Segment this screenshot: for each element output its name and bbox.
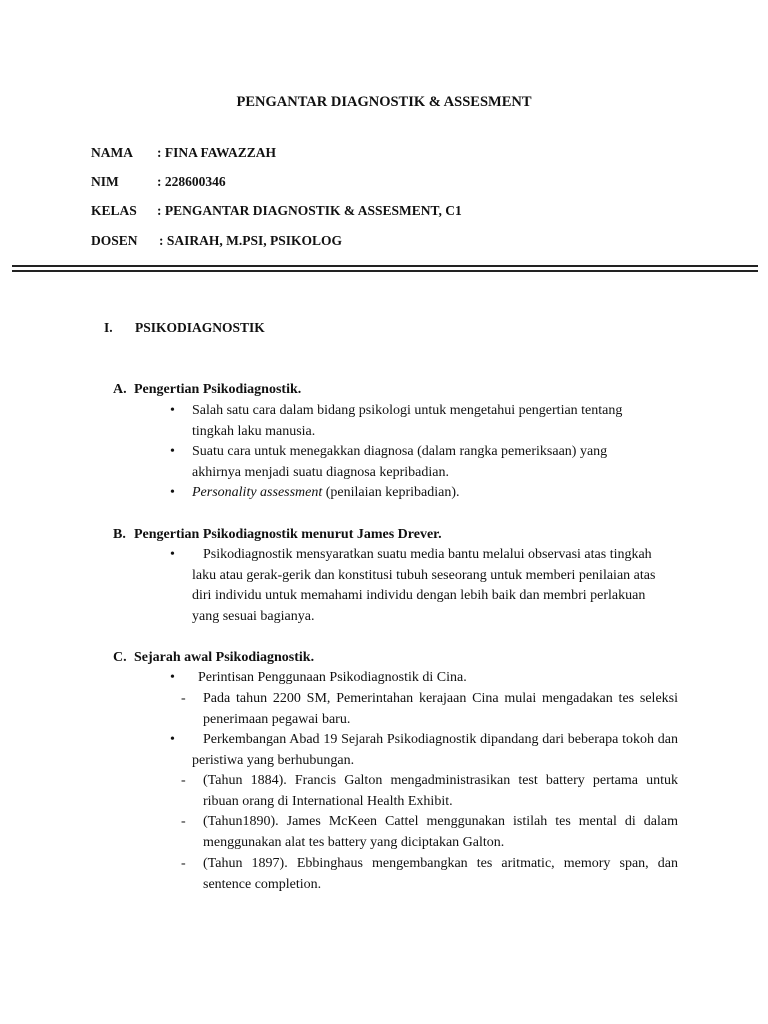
- part-a-item-2: Suatu cara untuk menegakkan diagnosa (dalam rangka pemeriksaan) yang akhirnya menjadi suatu diagnosa kepribadian.: [192, 444, 608, 480]
- meta-nim-value: : 228600346: [157, 174, 226, 189]
- part-b-heading: [113, 525, 442, 546]
- part-a-title: Pengertian Psikodiagnostik.: [134, 382, 302, 397]
- part-b-letter: B.: [113, 527, 126, 542]
- part-a-item-3-text: (penilaian kepribadian).: [325, 485, 460, 500]
- meta-nim-label: NIM: [91, 174, 119, 189]
- part-c-dash-3: (Tahun1890). James McKeen Cattel menggunakan istilah tes mental di dalam menggunakan alat tes battery yang diciptakan Galton.: [203, 814, 678, 850]
- part-c-dash-2: (Tahun 1884). Francis Galton mengadministrasikan test battery pertama untuk ribuan orang di International Health Exhibit.: [203, 773, 678, 809]
- part-a-letter: A.: [113, 382, 127, 397]
- meta-dosen-label: DOSEN: [91, 233, 138, 248]
- personality-assessment-term: Personality assessment: [192, 485, 323, 500]
- meta-dosen: [91, 231, 342, 252]
- meta-dosen-value: : SAIRAH, M.PSI, PSIKOLOG: [159, 233, 343, 248]
- part-c-title: Sejarah awal Psikodiagnostik.: [134, 650, 315, 665]
- bullet-icon: •: [170, 547, 175, 562]
- header-rule-top: [12, 265, 758, 267]
- part-c-dash-1: Pada tahun 2200 SM, Pemerintahan kerajaan Cina mulai mengadakan tes seleksi penerimaan pegawai baru.: [203, 691, 678, 727]
- document-title: PENGANTAR DIAGNOSTIK & ASSESMENT: [236, 94, 532, 110]
- bullet-icon: •: [170, 485, 175, 500]
- bullet-icon: •: [170, 670, 175, 685]
- part-c-heading: [113, 648, 314, 669]
- dash-icon: -: [181, 814, 186, 829]
- part-c-bullet-2: Perkembangan Abad 19 Sejarah Psikodiagnostik dipandang dari beberapa tokoh dan peristiwa yang berhubungan.: [192, 732, 678, 768]
- meta-nama: [91, 143, 276, 164]
- dash-icon: -: [181, 856, 186, 871]
- part-c-letter: C.: [113, 650, 127, 665]
- part-a-item-3: [192, 483, 662, 504]
- meta-nama-value: : FINA FAWAZZAH: [157, 145, 277, 160]
- part-a-item-1: Salah satu cara dalam bidang psikologi untuk mengetahui pengertian tentang tingkah laku manusia.: [192, 403, 623, 439]
- section-number: I.: [104, 320, 113, 335]
- meta-nim: [91, 172, 226, 193]
- bullet-icon: •: [170, 403, 175, 418]
- section-title: PSIKODIAGNOSTIK: [135, 320, 265, 335]
- part-b-title: Pengertian Psikodiagnostik menurut James Drever.: [134, 527, 442, 542]
- section-heading: [104, 318, 265, 339]
- part-a-heading: [113, 380, 301, 401]
- part-b-text: Psikodiagnostik mensyaratkan suatu media bantu melalui observasi atas tingkah laku atau gerak-gerik dan konstitusi tubuh seseorang untuk memberi penilaian atas diri individu untuk memahami individu dengan lebih baik dan membri perlakuan yang sesuai bagianya.: [192, 547, 656, 624]
- meta-kelas-label: KELAS: [91, 203, 137, 218]
- bullet-icon: •: [170, 732, 175, 747]
- dash-icon: -: [181, 691, 186, 706]
- part-c-dash-4: (Tahun 1897). Ebbinghaus mengembangkan tes aritmatic, memory span, dan sentence completion.: [203, 856, 678, 892]
- dash-icon: -: [181, 773, 186, 788]
- bullet-icon: •: [170, 444, 175, 459]
- meta-nama-label: NAMA: [91, 145, 133, 160]
- meta-kelas: [91, 201, 462, 222]
- header-rule-bottom: [12, 270, 758, 272]
- part-c-bullet-1: Perintisan Penggunaan Psikodiagnostik di Cina.: [198, 670, 467, 685]
- meta-kelas-value: : PENGANTAR DIAGNOSTIK & ASSESMENT, C1: [157, 203, 462, 218]
